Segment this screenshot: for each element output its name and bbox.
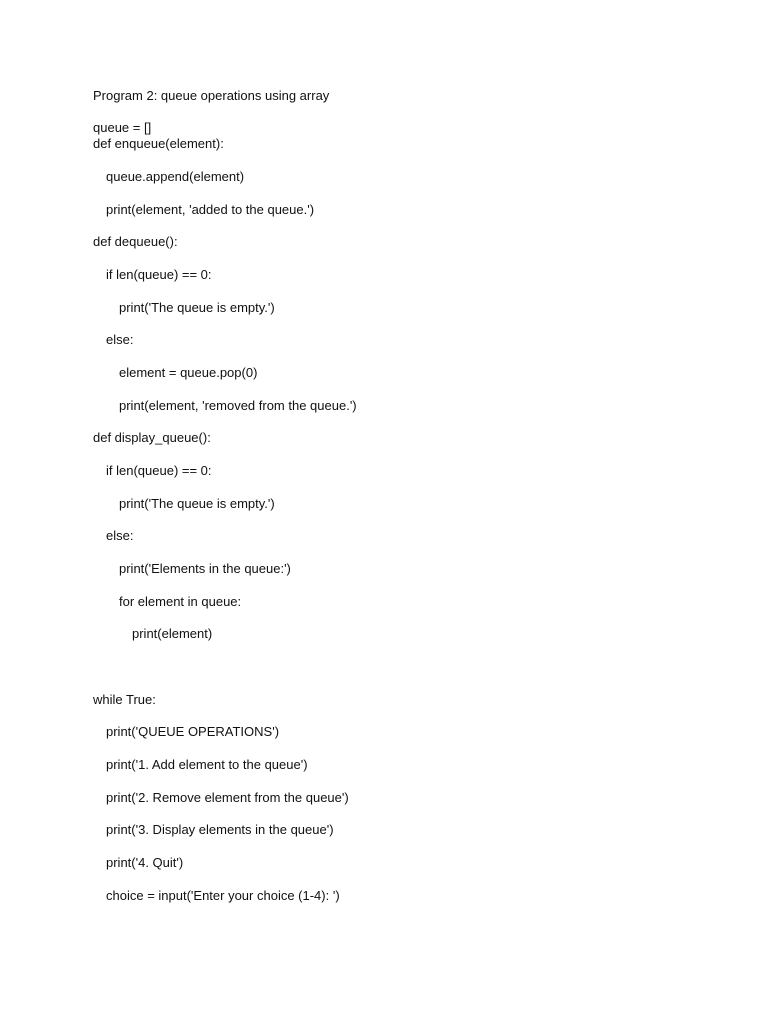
code-line: print(element) bbox=[132, 626, 213, 641]
code-line: queue = [] bbox=[93, 120, 152, 135]
code-line: print('1. Add element to the queue') bbox=[106, 757, 308, 772]
code-line: print(element, 'removed from the queue.') bbox=[119, 398, 357, 413]
code-line: def dequeue(): bbox=[93, 234, 178, 249]
code-line: print('The queue is empty.') bbox=[119, 496, 275, 511]
code-line: while True: bbox=[93, 692, 156, 707]
code-line: choice = input('Enter your choice (1-4): ') bbox=[106, 888, 340, 903]
code-line: print('3. Display elements in the queue') bbox=[106, 822, 334, 837]
code-line: else: bbox=[106, 332, 134, 347]
code-line: for element in queue: bbox=[119, 594, 242, 609]
code-line: print('Elements in the queue:') bbox=[119, 561, 291, 576]
code-line: if len(queue) == 0: bbox=[106, 267, 212, 282]
code-line: queue.append(element) bbox=[106, 169, 245, 184]
code-line: print('QUEUE OPERATIONS') bbox=[106, 724, 280, 739]
code-line: print('2. Remove element from the queue') bbox=[106, 790, 349, 805]
code-line: print('4. Quit') bbox=[106, 855, 184, 870]
code-line: print('The queue is empty.') bbox=[119, 300, 275, 315]
code-line: element = queue.pop(0) bbox=[119, 365, 258, 380]
code-line: def enqueue(element): bbox=[93, 136, 224, 151]
document-title: Program 2: queue operations using array bbox=[93, 88, 330, 103]
code-line: else: bbox=[106, 528, 134, 543]
code-line: print(element, 'added to the queue.') bbox=[106, 202, 315, 217]
code-line: if len(queue) == 0: bbox=[106, 463, 212, 478]
code-line: def display_queue(): bbox=[93, 430, 211, 445]
